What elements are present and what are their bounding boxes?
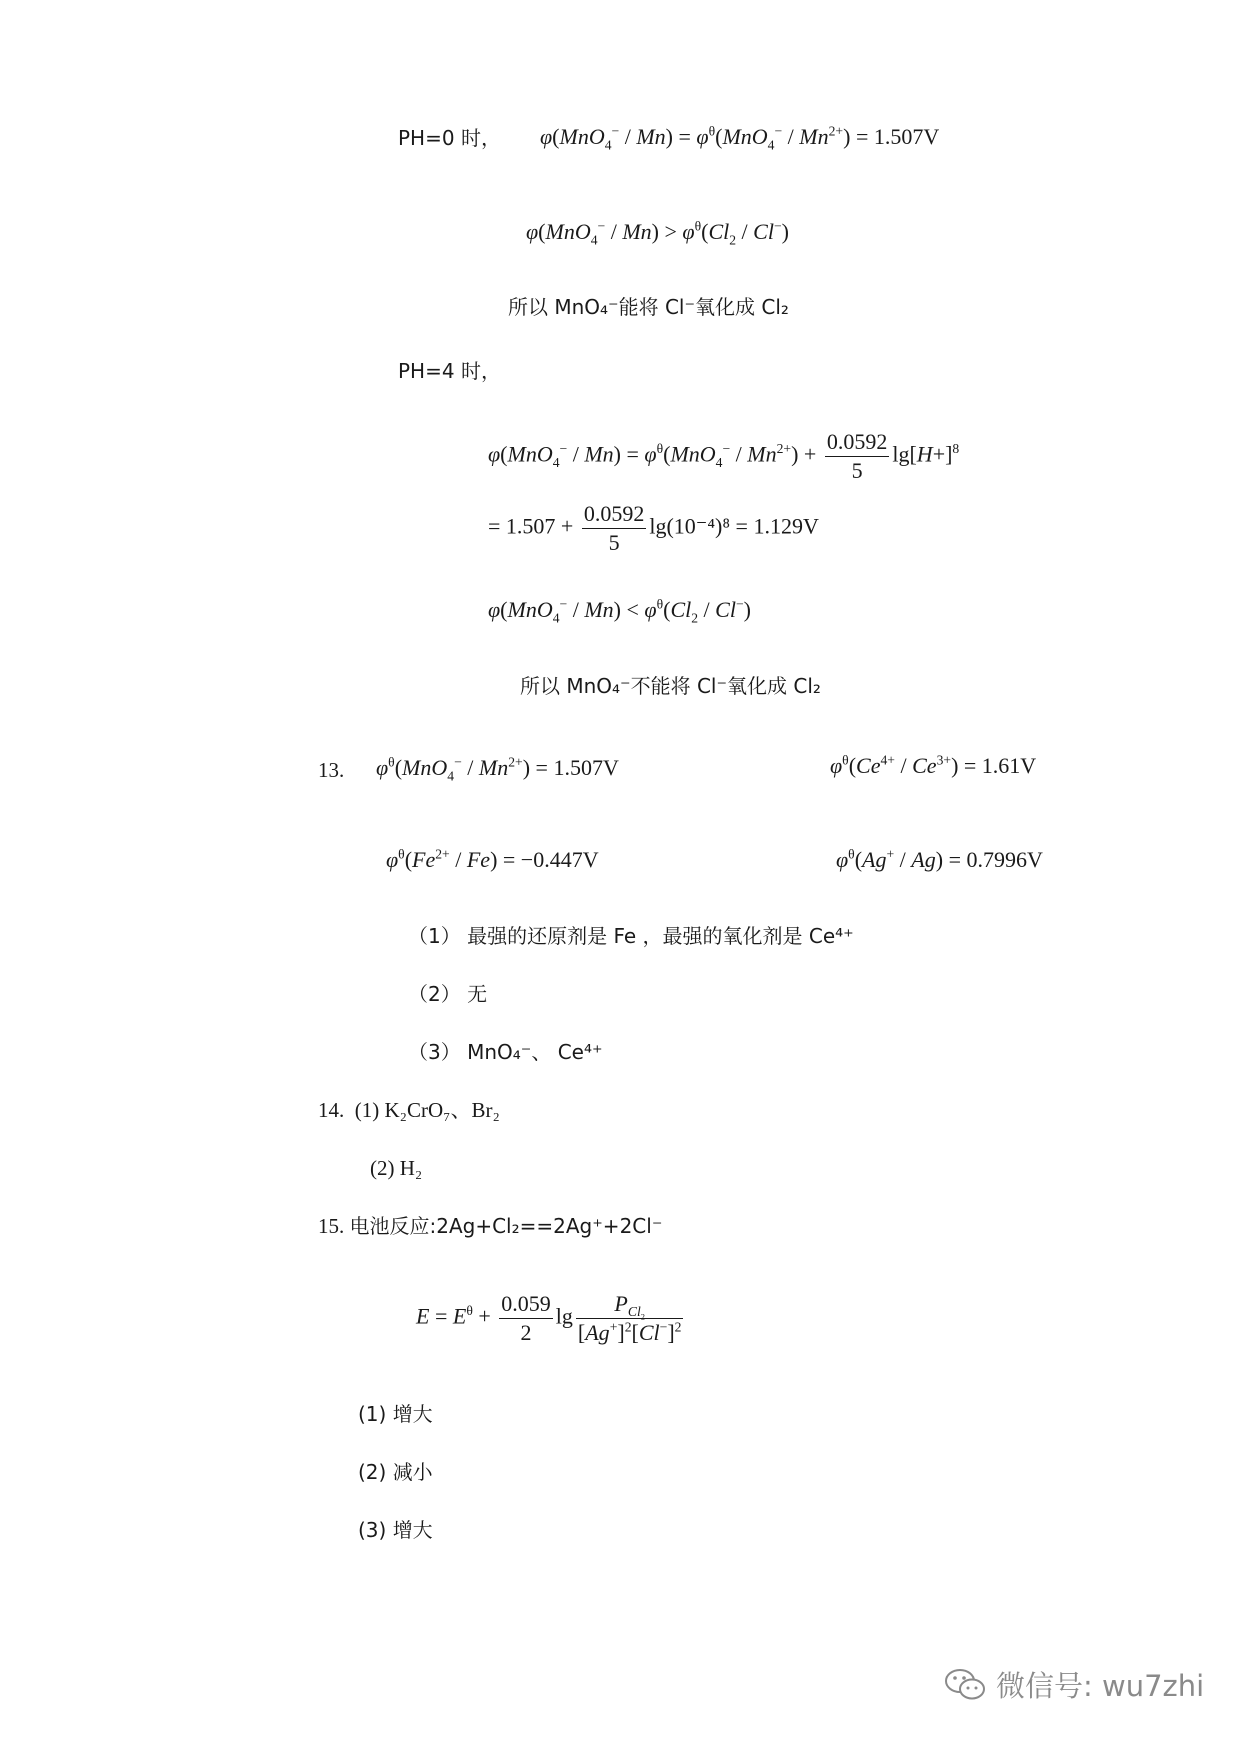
ph0-eq1-value: = 1.507V xyxy=(855,124,940,149)
q15-fraction-coef: $\frac{0.059}{2}$ xyxy=(501,1291,551,1345)
ph0-label: PH=0 时， xyxy=(398,126,501,150)
ph0-equation-2: $\varphi(MnO_4^- / Mn) > \varphi^\theta(Cl_2 / Cl^-)$ xyxy=(526,218,789,248)
q13-answer-1: （1） 最强的还原剂是 Fe ，最强的氧化剂是 Ce⁴⁺ xyxy=(408,924,854,948)
ph4-label: PH=4 时， xyxy=(398,359,501,383)
q15-nernst-equation: $E = E^\theta$ + $\frac{0.059}{2}$ lg $\frac{P_{Cl_2}}{[Ag^+]^2[Cl^-]^2}$ xyxy=(416,1291,682,1345)
q13-number: 13. xyxy=(318,758,345,782)
watermark-text: 微信号: wu7zhi xyxy=(996,1669,1205,1703)
q15-reaction: 电池反应:2Ag+Cl₂==2Ag⁺+2Cl⁻ xyxy=(349,1214,663,1238)
ph4-line2-end: lg(10⁻⁴)⁸ = 1.129V xyxy=(649,513,819,539)
ph4-fraction-2: $\frac{0.0592}{5}$ xyxy=(583,501,645,555)
ph4-line2-start: = 1.507 + xyxy=(488,513,574,539)
q13-ag-potential: $\varphi^\theta(Ag^+ / Ag) = 0.7996V$ xyxy=(836,846,1043,872)
q15-answer-3: (3) 增大 xyxy=(358,1518,433,1542)
q15-fraction-ratio: $\frac{P_{Cl_2}}{[Ag^+]^2[Cl^-]^2}$ xyxy=(577,1291,682,1345)
ph4-equation-3: $\varphi(MnO_4^- / Mn) < \varphi^\theta(Cl_2 / Cl^-)$ xyxy=(488,596,751,626)
q13-ce-potential: $\varphi^\theta(Ce^{4+} / Ce^{3+}) = 1.61V$ xyxy=(830,752,1037,778)
q13-answer-2: （2） 无 xyxy=(408,982,488,1006)
q13-mn-value: = 1.507V xyxy=(535,755,619,780)
q13-answer-3: （3） MnO₄⁻、 Ce⁴⁺ xyxy=(408,1040,603,1064)
watermark xyxy=(944,1664,1204,1705)
ph4-conclusion: 所以 MnO₄⁻不能将 Cl⁻氧化成 Cl₂ xyxy=(520,674,821,698)
q13-mn-potential: $\varphi^\theta(MnO_4^- / Mn^{2+}) = 1.507V$ xyxy=(376,754,619,784)
q13-ce-value: = 1.61V xyxy=(963,753,1037,778)
q15-reaction-line xyxy=(318,1212,662,1240)
ph0-equation-1: $\varphi(MnO_4^- / Mn) = \varphi^\theta(MnO_4^- / Mn^{2+}) = 1.507V$ xyxy=(540,123,940,153)
q15-answer-1: (1) 增大 xyxy=(358,1402,433,1426)
ph4-equation-1: $\varphi(MnO_4^- / Mn) = \varphi^\theta(MnO_4^- / Mn^{2+})$ + $\frac{0.0592}{5}$ $\lg[H+]^8$ xyxy=(488,429,960,483)
q15-answer-2: (2) 减小 xyxy=(358,1460,433,1484)
wechat-icon xyxy=(944,1667,986,1703)
ph4-equation-2 xyxy=(488,500,819,557)
q13-ag-value: = 0.7996V xyxy=(948,847,1043,872)
q14-answer-2: (2) H₂ xyxy=(370,1156,423,1180)
ph0-conclusion: 所以 MnO₄⁻能将 Cl⁻氧化成 Cl₂ xyxy=(508,295,789,319)
q14-answer-1: 14. (1) K₂CrO₇、Br₂ xyxy=(318,1098,500,1122)
q13-fe-potential: $\varphi^\theta(Fe^{2+} / Fe) = -0.447V$ xyxy=(386,846,599,872)
q14-number: 14. xyxy=(318,1098,345,1122)
q15-number: 15. xyxy=(318,1214,345,1238)
ph4-fraction: $\frac{0.0592}{5}$ xyxy=(826,429,888,483)
q13-fe-value: = −0.447V xyxy=(502,847,599,872)
